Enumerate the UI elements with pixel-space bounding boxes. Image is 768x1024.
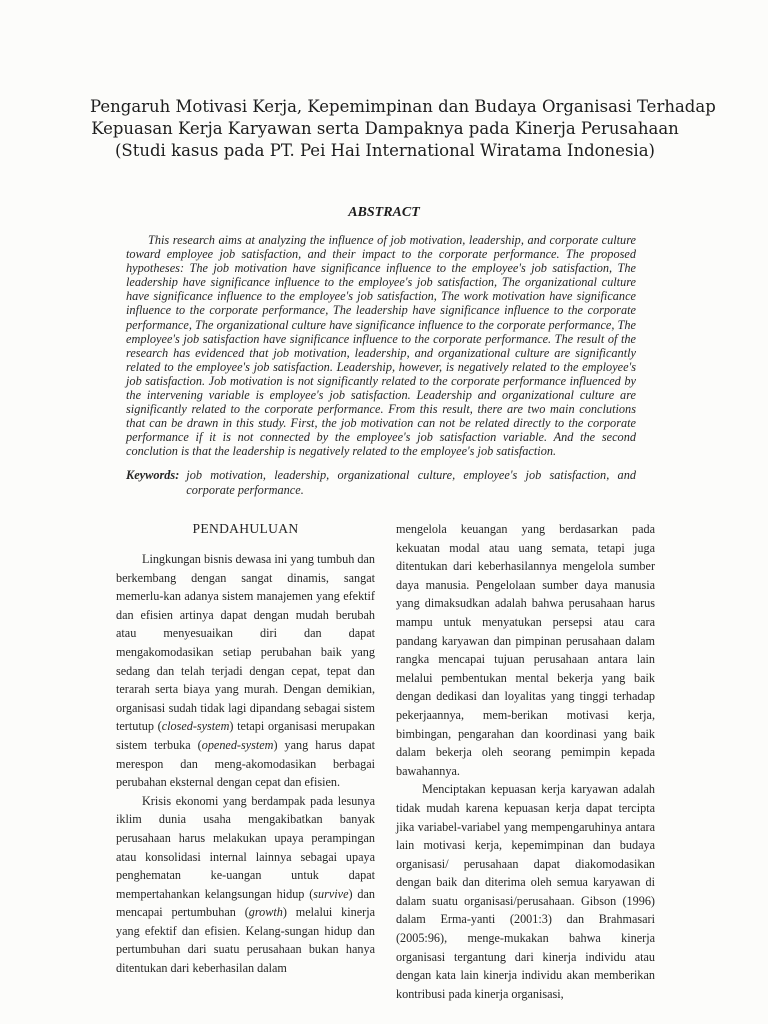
- keywords: [126, 468, 636, 498]
- text-run: ) tetapi organisasi merupakan sistem terbuka (: [116, 719, 375, 752]
- abstract-text: This research aims at analyzing the influence of job motivation, leadership, and corporate culture toward employee job satisfaction, and their impact to the corporate performance. The proposed hypotheses: The job motivation have significance influence to the employee's job satisfaction, The leadership have significance influence to the employee's job satisfaction, The organizational culture have significance influence to the employee's job satisfaction, The work motivation have significance influence to the corporate performance, The leadership have significance influence to the corporate performance, The organizational culture have significance influence to the corporate performance, The employee's job satisfaction have significance influence to the corporate performance. The result of the research has evidenced that job motivation, leadership, and organizational culture are significantly related to the employee's job satisfaction. Leadership, however, is negatively related to the employee's job satisfaction. Job motivation is not significantly related to the corporate performance influenced by the intervening variable is employee's job satisfaction. Leadership and organizational culture are significantly related to the corporate performance. From this result, there are two main conclutions that can be drawn in this study. First, the job motivation can not be related directly to the corporate performance if it is not connected by the employee's job satisfaction variable. And the second conclution is that the leadership is negatively related to the employee's job satisfaction.: [126, 233, 636, 459]
- left-column: [116, 520, 375, 978]
- abstract-heading: ABSTRACT: [348, 205, 420, 220]
- text-run: Lingkungan bisnis dewasa ini yang tumbuh dan berkembang dengan sangat dinamis, sangat memerlu-kan adanya sistem manajemen yang efektif dan efisien artinya dapat dengan mudah berubah atau menyesuaikan diri dan dapat mengakomodasikan setiap perubahan baik yang sedang dan telah terjadi dengan cepat, tepat dan terarah serta biaya yang murah. Dengan demikian, organisasi sudah tidak lagi dipandang sebagai sistem tertutup (: [116, 552, 375, 734]
- italic-term: closed-system: [161, 719, 230, 734]
- keywords-label: Keywords:: [126, 468, 180, 482]
- keywords-text: job motivation, leadership, organizational culture, employee's job satisfaction, and corporate performance.: [186, 468, 636, 497]
- text-run: ) melalui kinerja yang efektif dan efisien. Kelang-sungan hidup dan pertumbuhan dari suatu perusahaan bukan hanya ditentukan dari keberhasilan dalam: [116, 905, 376, 976]
- text-run: ) yang harus dapat merespon dan meng-akomodasikan berbagai perubahan eksternal dengan cepat dan efisien.: [116, 737, 375, 790]
- text-run: Krisis ekonomi yang berdampak pada lesunya iklim dunia usaha mengakibatkan banyak perusahaan harus melakukan upaya perampingan atau konsolidasi internal lainnya sebagai upaya penghematan ke-uangan untuk dapat mempertahankan kelangsungan hidup (: [116, 793, 375, 901]
- italic-term: survive: [313, 886, 349, 901]
- italic-term: growth: [248, 905, 283, 920]
- section-heading: PENDAHULUAN: [192, 521, 299, 536]
- title-line-3: (Studi kasus pada PT. Pei Hai International Wiratama Indonesia): [115, 141, 655, 160]
- paper-title: [90, 96, 716, 162]
- italic-term: opened-system: [201, 737, 274, 752]
- right-paragraph-2: Menciptakan kepuasan kerja karyawan adalah tidak mudah karena kepuasan kerja dapat tercipta jika variabel-variabel yang mempengaruhinya antara lain motivasi kerja, kepemimpinan dan budaya organisasi/ perusahaan dapat diakomodasikan dengan baik dan diterima oleh semua karyawan di dalam suatu organisasi/perusahaan. Gibson (1996) dalam Erma-yanti (2001:3) dan Brahmasari (2005:96), menge-mukakan bahwa kinerja organisasi tergantung dari kinerja individu atau dengan kata lain kinerja individu akan memberikan kontribusi pada kinerja organisasi,: [396, 782, 655, 1001]
- text-run: ) dan mencapai pertumbuhan (: [116, 886, 375, 920]
- right-column: [396, 520, 655, 1003]
- title-line-2: Kepuasan Kerja Karyawan serta Dampaknya pada Kinerja Perusahaan: [91, 119, 679, 138]
- left-paragraph-2: [116, 792, 375, 978]
- title-line-1: Pengaruh Motivasi Kerja, Kepemimpinan dan Budaya Organisasi Terhadap: [90, 97, 716, 116]
- left-paragraph-1: [116, 550, 375, 792]
- right-paragraph-1: mengelola keuangan yang berdasarkan pada kekuatan modal atau uang semata, tetapi juga ditentukan dari keberhasilannya mengelola sumber daya manusia. Pengelolaan sumber daya manusia yang dimaksudkan adalah bahwa perusahaan harus mampu untuk menyatukan persepsi atau cara pandang karyawan dan pimpinan perusahaan dalam rangka mencapai tujuan perusahaan antara lain melalui pembentukan mental bekerja yang baik dengan dedikasi dan loyalitas yang tinggi terhadap pekerjaannya, mem-berikan motivasi kerja, bimbingan, pengarahan dan koordinasi yang baik dalam bekerja oleh seorang pemimpin kepada bawahannya.: [396, 522, 655, 778]
